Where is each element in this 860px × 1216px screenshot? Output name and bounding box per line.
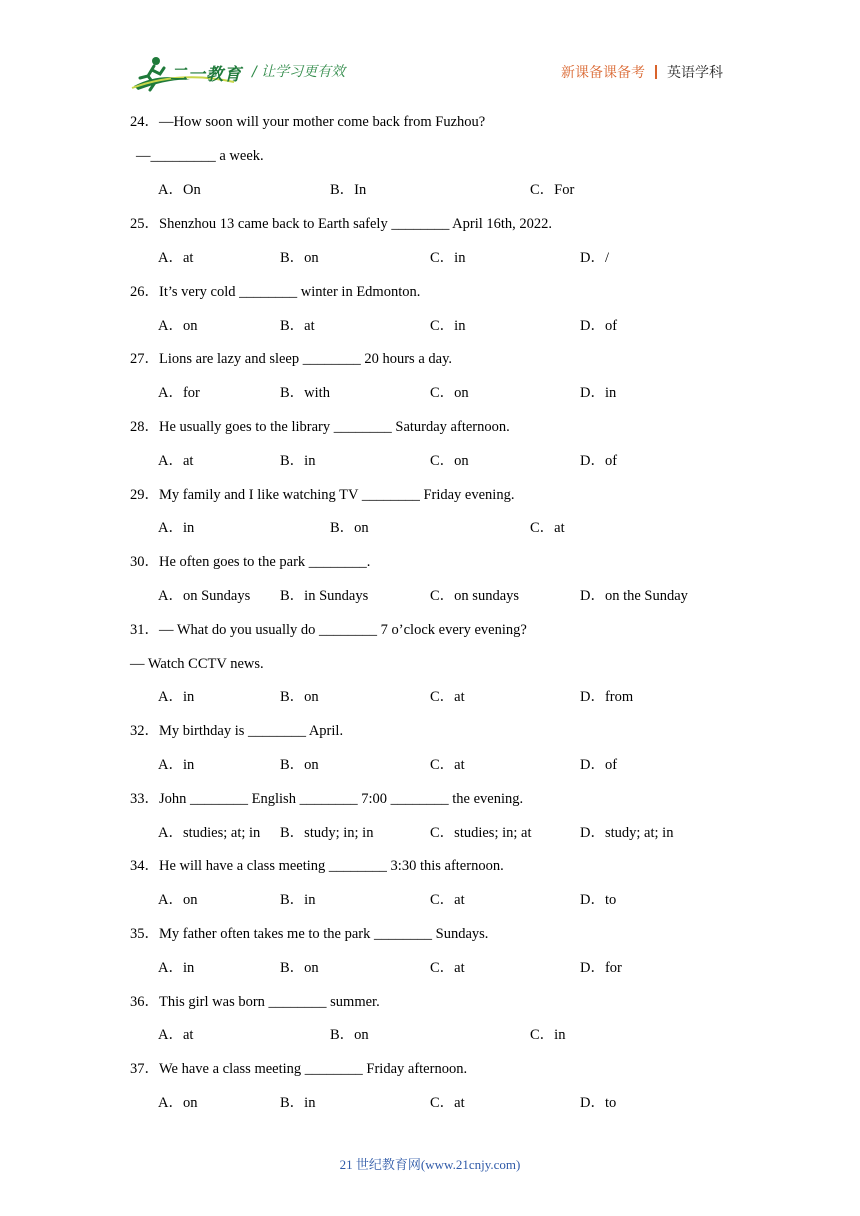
option-d: D．/ (580, 250, 609, 266)
option-a: A．studies; at; in (158, 825, 261, 841)
option-d: D．on the Sunday (580, 588, 688, 604)
question-stem: 36．This girl was born ________ summer. (130, 994, 380, 1010)
option-b: B．on (280, 960, 319, 976)
question-stem: 31．— What do you usually do ________ 7 o’clock every evening? (130, 622, 527, 638)
option-a: A．for (158, 385, 200, 401)
option-b: B．in (280, 453, 316, 469)
option-c: C．studies; in; at (430, 825, 532, 841)
course-tag: 新课备课备考 (561, 65, 645, 81)
option-c: C．on sundays (430, 588, 520, 604)
question-stem: 25．Shenzhou 13 came back to Earth safely ________ April 16th, 2022. (130, 216, 553, 232)
option-b: B．study; in; in (280, 825, 374, 841)
option-b: B．on (280, 250, 319, 266)
option-b: B．in (280, 892, 316, 908)
option-c: C．on (430, 385, 469, 401)
option-a: A．On (158, 182, 201, 198)
option-d: D．of (580, 453, 618, 469)
page-footer: 21 世纪教育网(www.21cnjy.com) (339, 1157, 521, 1172)
option-a: A．at (158, 1027, 194, 1043)
option-d: D．of (580, 318, 618, 334)
option-a: A．on (158, 1095, 198, 1111)
question-stem: 34．He will have a class meeting ________ 3:30 this afternoon. (130, 858, 504, 874)
brand-name: 二一教育 (170, 65, 242, 85)
option-c: C．on (430, 453, 469, 469)
option-a: A．on (158, 892, 198, 908)
option-b: B．on (330, 1027, 369, 1043)
question-sub-line: —_________ a week. (136, 148, 264, 164)
option-b: B．on (280, 689, 319, 705)
option-a: A．on Sundays (158, 588, 251, 604)
option-d: D．to (580, 892, 617, 908)
question-stem: 27．Lions are lazy and sleep ________ 20 hours a day. (130, 351, 453, 367)
option-c: C．in (430, 318, 466, 334)
option-b: B．on (280, 757, 319, 773)
question-stem: 28．He usually goes to the library ________ Saturday afternoon. (130, 419, 510, 435)
option-a: A．in (158, 757, 195, 773)
option-c: C．in (430, 250, 466, 266)
option-c: C．in (530, 1027, 566, 1043)
question-stem: 35．My father often takes me to the park ________ Sundays. (130, 926, 489, 942)
option-d: D．from (580, 689, 634, 705)
option-c: C．at (430, 960, 465, 976)
option-c: C．For (530, 182, 575, 198)
question-stem: 33．John ________ English ________ 7:00 ________ the evening. (130, 791, 524, 807)
option-c: C．at (430, 689, 465, 705)
option-a: A．in (158, 520, 195, 536)
option-a: A．on (158, 318, 198, 334)
option-b: B．in Sundays (280, 588, 369, 604)
option-c: C．at (530, 520, 565, 536)
option-d: D．in (580, 385, 617, 401)
question-stem: 37．We have a class meeting ________ Friday afternoon. (130, 1061, 468, 1077)
option-b: B．in (280, 1095, 316, 1111)
option-b: B．with (280, 385, 330, 401)
option-a: A．at (158, 453, 194, 469)
question-stem: 30．He often goes to the park ________. (130, 554, 371, 570)
option-a: A．in (158, 689, 195, 705)
option-d: D．of (580, 757, 618, 773)
option-c: C．at (430, 892, 465, 908)
option-c: C．at (430, 757, 465, 773)
question-stem: 32．My birthday is ________ April. (130, 723, 344, 739)
option-b: B．at (280, 318, 315, 334)
question-sub-line: — Watch CCTV news. (130, 656, 264, 672)
option-d: D．to (580, 1095, 617, 1111)
option-d: D．for (580, 960, 622, 976)
option-b: B．on (330, 520, 369, 536)
option-a: A．in (158, 960, 195, 976)
option-b: B．In (330, 182, 367, 198)
brand-slogan: / 让学习更有效 (252, 64, 346, 80)
question-stem: 26．It’s very cold ________ winter in Edmonton. (130, 284, 421, 300)
option-d: D．study; at; in (580, 825, 674, 841)
option-c: C．at (430, 1095, 465, 1111)
question-stem: 24．—How soon will your mother come back from Fuzhou? (130, 114, 486, 130)
option-a: A．at (158, 250, 194, 266)
question-stem: 29．My family and I like watching TV ________ Friday evening. (130, 487, 515, 503)
subject-tag: 英语学科 (667, 65, 723, 81)
